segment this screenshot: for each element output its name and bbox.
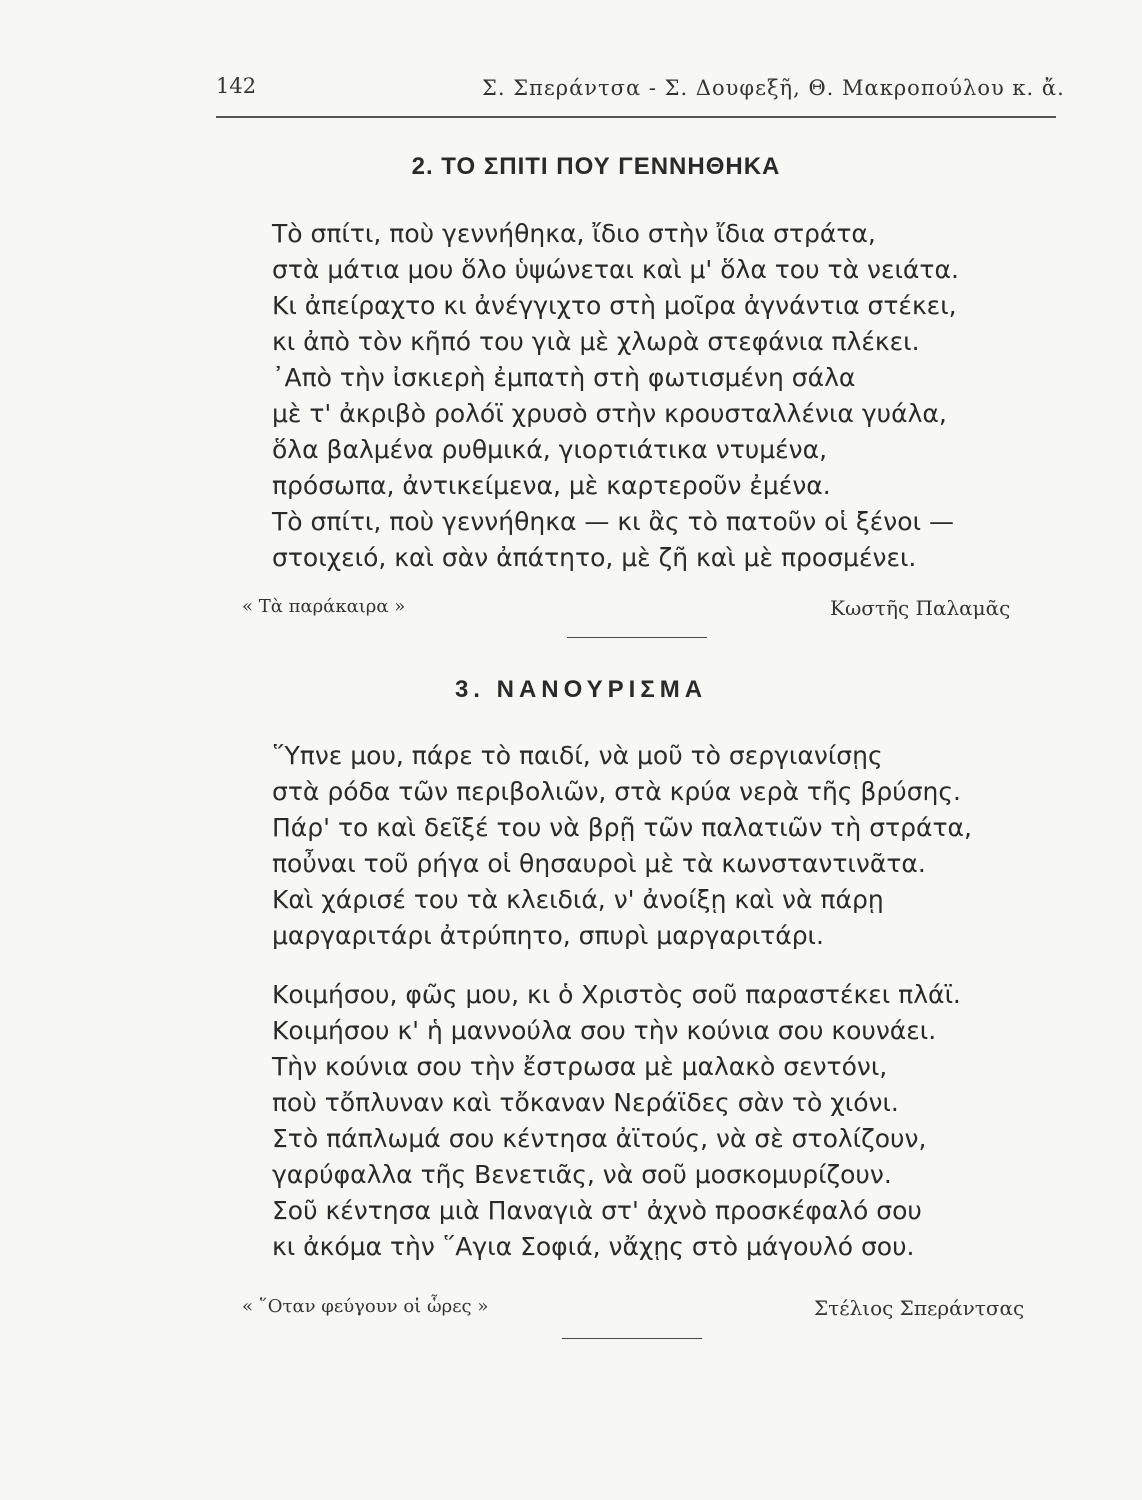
poem-line: ποὖναι τοῦ ρήγα οἱ θησαυροὶ μὲ τὰ κωνσταντινᾶτα. — [272, 849, 926, 878]
poem-line: Καὶ χάρισέ του τὰ κλειδιά, ν' ἀνοίξῃ καὶ νὰ πάρῃ — [272, 885, 884, 914]
poem-line: ποὺ τὄπλυναν καὶ τὄκαναν Νεράϊδες σὰν τὸ χιόνι. — [272, 1088, 899, 1117]
poem2-author: Στέλιος Σπεράντσας — [814, 1296, 1025, 1320]
poem-line: γαρύφαλλα τῆς Βενετιᾶς, νὰ σοῦ μοσκομυρίζουν. — [272, 1160, 892, 1189]
poem1-title: 2. ΤΟ ΣΠΙΤΙ ΠΟΥ ΓΕΝΝΗΘΗΚΑ — [411, 153, 781, 180]
section-separator — [567, 637, 707, 638]
poem2-title: 3. ΝΑΝΟΥΡΙΣΜΑ — [454, 676, 708, 703]
poem-line: μαργαριτάρι ἀτρύπητο, σπυρὶ μαργαριτάρι. — [272, 921, 824, 950]
poem2-stanza1 — [272, 738, 972, 954]
poem-line: ὅλα βαλμένα ρυθμικά, γιορτιάτικα ντυμένα, — [272, 435, 828, 464]
poem-line: Κοιμήσου κ' ἡ μαννούλα σου τὴν κούνια σου κουνάει. — [272, 1016, 937, 1045]
poem-line: Πάρ' το καὶ δεῖξέ του νὰ βρῇ τῶν παλατιῶν τὴ στράτα, — [272, 813, 972, 842]
running-head: Σ. Σπεράντσα - Σ. Δουφεξῆ, Θ. Μακροπούλου κ. ἄ. — [482, 76, 1065, 100]
poem1-lines — [272, 216, 959, 576]
poem1-author: Κωστῆς Παλαμᾶς — [830, 596, 1011, 620]
poem-line: στοιχειό, καὶ σὰν ἀπάτητο, μὲ ζῆ καὶ μὲ προσμένει. — [272, 543, 917, 572]
poem1-source: « Τὰ παράκαιρα » — [242, 596, 406, 617]
poem-line: Σοῦ κέντησα μιὰ Παναγιὰ στ' ἀχνὸ προσκέφαλό σου — [272, 1196, 922, 1225]
poem-line: Κοιμήσου, φῶς μου, κι ὁ Χριστὸς σοῦ παραστέκει πλάϊ. — [272, 980, 961, 1009]
poem-line: ᾿Απὸ τὴν ἰσκιερὴ ἐμπατὴ στὴ φωτισμένη σάλα — [272, 363, 856, 392]
poem-line: Στὸ πάπλωμά σου κέντησα ἀϊτούς, νὰ σὲ στολίζουν, — [272, 1124, 927, 1153]
poem2-stanza2 — [272, 977, 961, 1265]
poem-line: ῞Υπνε μου, πάρε τὸ παιδί, νὰ μοῦ τὸ σεργιανίσῃς — [272, 741, 883, 770]
poem-line: κι ἀπὸ τὸν κῆπό του γιὰ μὲ χλωρὰ στεφάνια πλέκει. — [272, 327, 920, 356]
poem-line: Κι ἀπείραχτο κι ἀνέγγιχτο στὴ μοῖρα ἀγνάντια στέκει, — [272, 291, 957, 320]
poem-line: μὲ τ' ἀκριβὸ ρολόϊ χρυσὸ στὴν κρουσταλλένια γυάλα, — [272, 399, 947, 428]
poem-line: στὰ μάτια μου ὅλο ὑψώνεται καὶ μ' ὅλα του τὰ νειάτα. — [272, 255, 959, 284]
poem2-source: « ῞Οταν φεύγουν οἱ ὧρες » — [242, 1296, 489, 1317]
section-separator — [562, 1338, 702, 1339]
poem-line: Τὸ σπίτι, ποὺ γεννήθηκα, ἴδιο στὴν ἴδια στράτα, — [272, 219, 876, 248]
poem-line: πρόσωπα, ἀντικείμενα, μὲ καρτεροῦν ἐμένα. — [272, 471, 831, 500]
page-number: 142 — [216, 74, 257, 98]
poem-line: στὰ ρόδα τῶν περιβολιῶν, στὰ κρύα νερὰ τῆς βρύσης. — [272, 777, 962, 806]
poem-line: Τὴν κούνια σου τὴν ἔστρωσα μὲ μαλακὸ σεντόνι, — [272, 1052, 888, 1081]
poem-line: κι ἀκόμα τὴν ῞Αγια Σοφιά, νἄχῃς στὸ μάγουλό σου. — [272, 1232, 915, 1261]
header-rule — [216, 116, 1056, 118]
poem-line: Τὸ σπίτι, ποὺ γεννήθηκα — κι ἂς τὸ πατοῦν οἱ ξένοι — — [272, 507, 954, 536]
